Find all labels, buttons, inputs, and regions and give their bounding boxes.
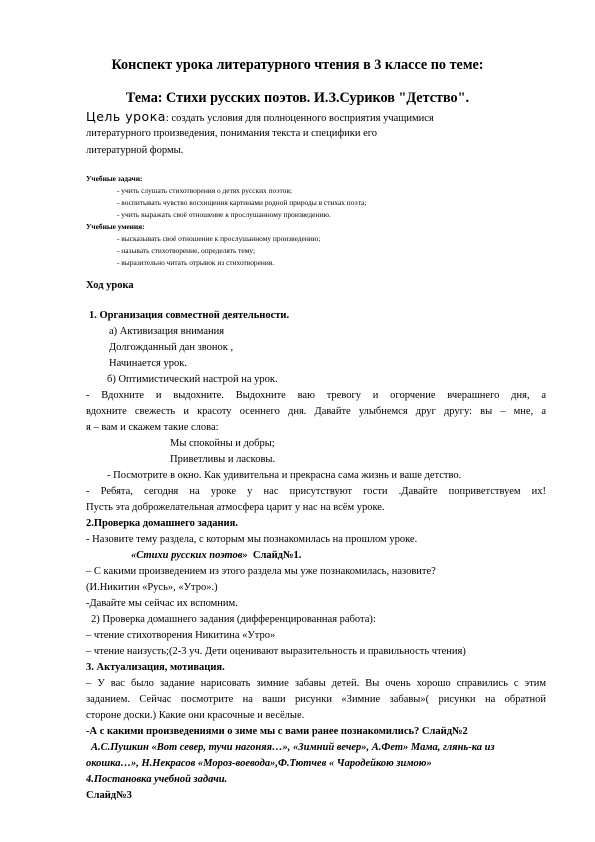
paragraph-line: я – вам и скажем такие слова: [86, 422, 219, 433]
paragraph-line: стороне доски.) Какие они красочные и весёлые. [86, 710, 305, 721]
paragraph-line: -Давайте мы сейчас их вспомним. [86, 598, 238, 609]
lesson-topic: Тема: Стихи русских поэтов. И.З.Суриков "Детство". [125, 90, 470, 106]
section-1-item-a: а) Активизация внимания [109, 326, 225, 337]
paragraph-line: – С какими произведением из этого раздела мы уже познакомилась, назовите? [86, 566, 436, 577]
paragraph-line: – У вас было задание нарисовать зимние забавы детей. Вы очень хорошо справились с этим [86, 678, 546, 689]
verse-line: Приветливы и ласковы. [170, 454, 276, 465]
tasks-heading: Учебные задачи: [86, 174, 143, 183]
works-list-line: А.С.Пушкин «Вот север, тучи нагоняя…», «Зимний вечер», А.Фет» Мама, глянь-ка из [91, 742, 495, 753]
paragraph-line: - Назовите тему раздела, с которым мы познакомилась на прошлом уроке. [86, 534, 418, 545]
section-1-item-b: б) Оптимистический настрой на урок. [107, 374, 278, 385]
paragraph-line: - Вдохните и выдохните. Выдохните ваю тревогу и огорчение вчерашнего дня, а [86, 390, 546, 401]
paragraph-line: заданием. Сейчас посмотрите на ваши рисунки «Зимние забавы»( рисунки на обратной [86, 694, 546, 705]
skill-item: - называть стихотворение, определять тему; [117, 246, 256, 255]
section-3-title: 3. Актуализация, мотивация. [86, 662, 225, 673]
goal-line-3: литературной формы. [86, 145, 184, 156]
skill-item: - высказывать своё отношение к прослушанному произведению; [117, 234, 321, 243]
task-item: - учить выражать своё отношение к прослушанному произведению. [117, 210, 331, 219]
works-list-line: окошка…», Н.Некрасов «Мороз-воевода»,Ф.Тютчев « Чародейкою зимою» [86, 758, 432, 769]
paragraph-line: (И.Никитин «Русь», «Утро».) [86, 582, 218, 593]
skills-heading: Учебные умения: [86, 222, 145, 231]
section-4-title: 4.Постановка учебной задачи. [86, 774, 228, 785]
poem-line: Начинается урок. [109, 358, 187, 369]
document-title: Конспект урока литературного чтения в 3 классе по теме: [111, 57, 484, 73]
paragraph-line: - Посмотрите в окно. Как удивительна и прекрасна сама жизнь и ваше детство. [107, 470, 462, 481]
task-item: - воспитывать чувство восхищения картинами родной природы в стихах поэта; [117, 198, 367, 207]
poem-line: Долгожданный дан звонок , [109, 342, 234, 353]
section-1-title: 1. Организация совместной деятельности. [89, 310, 290, 321]
verse-line: Мы спокойны и добры; [170, 438, 275, 449]
goal-line-2: литературного произведения, понимания текста и специфики его [86, 128, 378, 139]
slide-1-number: Слайд№1. [252, 550, 302, 561]
lesson-flow-heading: Ход урока [86, 280, 134, 291]
task-item: - учить слушать стихотворения о детях русских поэтов; [117, 186, 292, 195]
paragraph-line: - Ребята, сегодня на уроке у нас присутствуют гости .Давайте поприветствуем их! [86, 486, 546, 497]
paragraph-line: – чтение стихотворения Никитина «Утро» [86, 630, 276, 641]
goal-line-1 [86, 110, 434, 125]
paragraph-line: вдохните свежесть и красоту осеннего дня. Давайте улыбнемся друг другу: вы – мне, а [86, 406, 546, 417]
slide-1-line [131, 549, 301, 562]
paragraph-line: – чтение наизусть;(2-3 уч. Дети оценивают выразительность и правильность чтения) [86, 646, 466, 657]
section-2-title: 2.Проверка домашнего задания. [86, 518, 238, 529]
paragraph-line: 2) Проверка домашнего задания (дифференцированная работа): [91, 614, 376, 625]
skill-item: - выразительно читать отрывок из стихотворения. [117, 258, 275, 267]
slide-1-title: «Стихи русских поэтов» [131, 550, 248, 561]
paragraph-line: -А с какими произведениями о зиме мы с вами ранее познакомились? Слайд№2 [86, 726, 468, 737]
paragraph-line: Пусть эта доброжелательная атмосфера царит у нас на всём уроке. [86, 502, 385, 513]
slide-3-label: Слайд№3 [86, 790, 132, 801]
goal-text: : создать условия для полноценного восприятия учащимися [165, 113, 434, 124]
goal-label: Цель урока [86, 109, 166, 124]
